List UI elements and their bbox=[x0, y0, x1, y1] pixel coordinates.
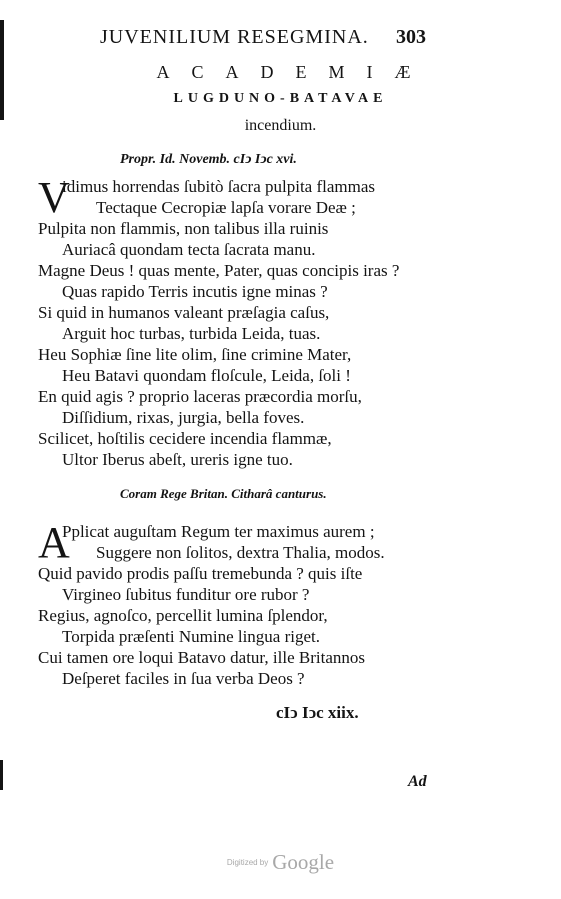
page-header bbox=[100, 26, 490, 54]
poem-line: Auriacâ quondam tecta ſacrata manu. bbox=[62, 240, 316, 259]
poem1-caption: Propr. Id. Novemb. cIↄ Iↄc xvi. bbox=[120, 152, 297, 167]
poem-line: Regius, agnoſco, percellit lumina ſplendor, bbox=[38, 606, 328, 625]
catchword: Ad bbox=[408, 773, 427, 790]
poem-line: idimus horrendas ſubitò ſacra pulpita flammas bbox=[62, 177, 376, 196]
poem-line: Suggere non ſolitos, dextra Thalia, modos. bbox=[96, 543, 385, 562]
title-academiae: ACADEMIÆ bbox=[156, 62, 433, 82]
poem2-initial: A bbox=[38, 518, 70, 567]
poem-line: En quid agis ? proprio laceras præcordia morſu, bbox=[38, 387, 362, 406]
watermark-logo-text: Google bbox=[272, 850, 335, 874]
poem-line: Torpida præſenti Numine lingua riget. bbox=[62, 627, 321, 646]
poem1 bbox=[38, 173, 458, 470]
running-head: JUVENILIUM RESEGMINA. bbox=[100, 26, 369, 48]
poem-line: Scilicet, hoſtilis cecidere incendia flammæ, bbox=[38, 429, 332, 448]
watermark-small-text: Digitized by bbox=[226, 858, 269, 867]
poem-line: Pulpita non flammis, non talibus illa ruinis bbox=[38, 219, 329, 238]
date-line: cIↄ Iↄc xiix. bbox=[276, 703, 359, 722]
poem-line: Quas rapido Terris incutis igne minas ? bbox=[62, 282, 328, 301]
poem-line: Diſſidium, rixas, jurgia, bella foves. bbox=[62, 408, 305, 427]
poem-line: Heu Sophiæ ſine lite olim, ſine crimine Mater, bbox=[38, 345, 352, 364]
poem2 bbox=[38, 518, 458, 689]
title-lugduno-batavae: LUGDUNO-BATAVAE bbox=[173, 91, 388, 106]
title-incendium: incendium. bbox=[244, 117, 317, 134]
page-edge-mark-bottom bbox=[0, 760, 3, 790]
poem-line: Heu Batavi quondam floſcule, Leida, ſoli ! bbox=[62, 366, 351, 385]
poem-line: Arguit hoc turbas, turbida Leida, tuas. bbox=[62, 324, 321, 343]
poem-line: Deſperet faciles in ſua verba Deos ? bbox=[62, 669, 305, 688]
poem-line: Quid pavido prodis paſſu tremebunda ? quis iſte bbox=[38, 564, 363, 583]
poem-line: Pplicat auguſtam Regum ter maximus aurem ; bbox=[62, 522, 375, 541]
poem-line: Ultor Iberus abeſt, ureris igne tuo. bbox=[62, 450, 293, 469]
poem-line: Si quid in humanos valeant præſagia caſus, bbox=[38, 303, 330, 322]
poem-line: Virgineo ſubitus funditur ore rubor ? bbox=[62, 585, 310, 604]
poem-line: Cui tamen ore loqui Batavo datur, ille Britannos bbox=[38, 648, 365, 667]
page-number: 303 bbox=[396, 26, 426, 48]
poem-line: Tectaque Cecropiæ lapſa vorare Deæ ; bbox=[96, 198, 356, 217]
digitized-watermark bbox=[0, 850, 561, 875]
poem1-initial: V bbox=[38, 173, 70, 222]
poem-line: Magne Deus ! quas mente, Pater, quas concipis iras ? bbox=[38, 261, 400, 280]
poem2-caption: Coram Rege Britan. Citharâ canturus. bbox=[120, 486, 327, 501]
